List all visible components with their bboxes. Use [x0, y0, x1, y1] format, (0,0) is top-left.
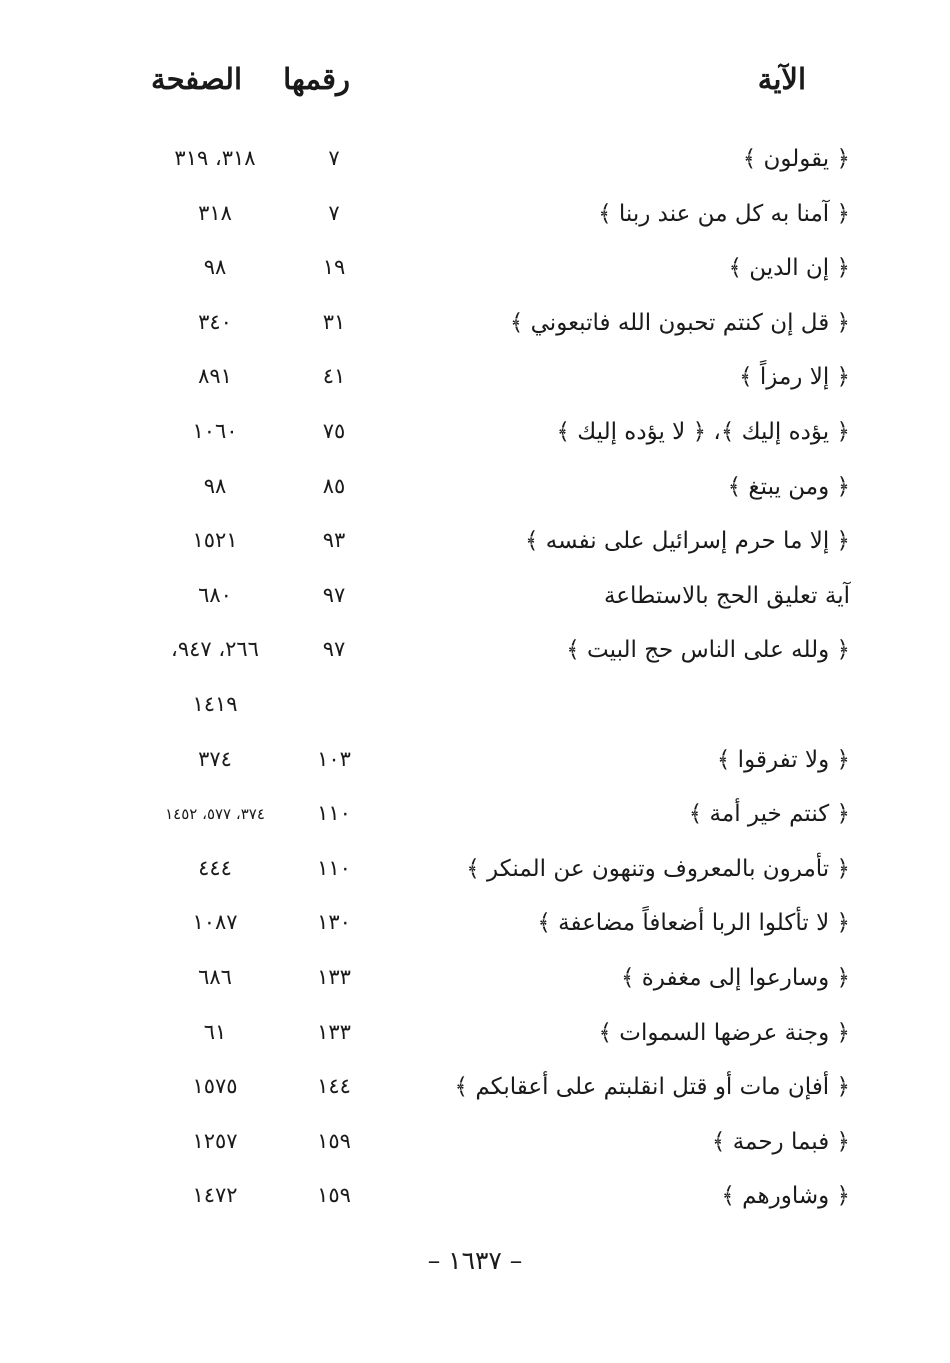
verse-number: ١٣٣ — [317, 965, 351, 989]
verse-text: ﴿ قل إن كنتم تحبون الله فاتبعوني ﴾ — [509, 309, 850, 336]
table-row — [0, 201, 950, 241]
verse-text: ﴿ فبما رحمة ﴾ — [711, 1128, 850, 1155]
table-row — [0, 1129, 950, 1169]
column-header-verse: الآية — [757, 62, 806, 96]
verse-number: ١١٠ — [317, 801, 351, 826]
page-references: ٦٨٠ — [198, 582, 232, 607]
page-references: ١٤١٩ — [192, 692, 238, 716]
page-references: ٤٤٤ — [198, 855, 232, 880]
page-references: ١٢٥٧ — [192, 1128, 238, 1153]
verse-text: ﴿ أفإن مات أو قتل انقلبتم على أعقابكم ﴾ — [454, 1074, 850, 1101]
column-header-page: الصفحة — [151, 62, 242, 96]
table-row — [0, 747, 950, 787]
verse-number: ٨٥ — [322, 473, 346, 498]
page-references: ٩٨ — [203, 255, 227, 280]
verse-text: ﴿ ومن يبتغ ﴾ — [727, 473, 850, 500]
verse-number: ١٣٣ — [317, 1019, 351, 1044]
verse-text: ﴿ وشاورهم ﴾ — [721, 1183, 850, 1210]
verse-number: ٩٧ — [322, 582, 346, 607]
verse-number: ٧٥ — [322, 419, 346, 443]
verse-text: ﴿ آمنا به كل من عند ربنا ﴾ — [598, 200, 850, 227]
verse-number: ٩٣ — [322, 528, 346, 553]
table-row — [0, 1183, 950, 1223]
table-row — [0, 856, 950, 896]
verse-text: ﴿ كنتم خير أمة ﴾ — [688, 801, 850, 828]
verse-text: ﴿ يقولون ﴾ — [742, 146, 850, 172]
table-row — [0, 419, 950, 459]
page-references: ٩٨ — [203, 473, 227, 498]
verse-number: ١٥٩ — [317, 1183, 351, 1208]
table-row — [0, 474, 950, 514]
table-row — [0, 310, 950, 350]
table-row — [0, 528, 950, 568]
verse-text: ﴿ يؤده إليك ﴾، ﴿ لا يؤده إليك ﴾ — [556, 419, 850, 445]
page-references: ١٤٧٢ — [192, 1183, 238, 1208]
page-references: ٣١٨، ٣١٩ — [174, 146, 256, 170]
page-references: ٣١٨ — [198, 200, 232, 225]
verse-number: ٩٧ — [322, 637, 346, 662]
verse-text: ﴿ وسارعوا إلى مغفرة ﴾ — [620, 965, 850, 991]
page-references: ١٠٦٠ — [192, 419, 238, 443]
verse-number: ٣١ — [322, 309, 346, 334]
page-references: ٣٧٤ — [198, 746, 232, 771]
verse-number: ١٣٠ — [317, 910, 351, 935]
page-references: ٨٩١ — [198, 364, 232, 389]
table-row — [0, 146, 950, 186]
table-row — [0, 583, 950, 623]
verse-text: ﴿ ولا تفرقوا ﴾ — [716, 746, 850, 773]
verse-number: ١٩ — [322, 255, 346, 280]
verse-text: ﴿ إلا رمزاً ﴾ — [739, 364, 850, 391]
verse-number: ١٤٤ — [317, 1074, 351, 1099]
table-row — [0, 1074, 950, 1114]
verse-number: ١١٠ — [317, 855, 351, 880]
verse-number: ١٥٩ — [317, 1128, 351, 1153]
page-references: ١٠٨٧ — [192, 910, 238, 935]
verse-number: ٤١ — [322, 364, 346, 389]
verse-number: ٧ — [328, 200, 340, 225]
verse-number: ٧ — [328, 146, 340, 170]
verse-text: ﴿ ولله على الناس حج البيت ﴾ — [566, 637, 850, 664]
table-row — [0, 910, 950, 950]
verse-text: ﴿ وجنة عرضها السموات ﴾ — [598, 1019, 850, 1046]
page-references: ١٥٢١ — [192, 528, 238, 553]
page-references: ٦٨٦ — [198, 965, 232, 989]
column-header-number: رقمها — [283, 62, 350, 96]
verse-text: آية تعليق الحج بالاستطاعة — [603, 582, 850, 609]
table-row — [0, 364, 950, 404]
table-row — [0, 801, 950, 841]
verse-text: ﴿ تأمرون بالمعروف وتنهون عن المنكر ﴾ — [466, 855, 850, 882]
table-row — [0, 255, 950, 295]
page-references: ٣٤٠ — [198, 309, 232, 334]
verse-text: ﴿ لا تأكلوا الربا أضعافاً مضاعفة ﴾ — [537, 910, 850, 937]
verse-text: ﴿ إن الدين ﴾ — [728, 255, 850, 282]
verse-text: ﴿ إلا ما حرم إسرائيل على نفسه ﴾ — [524, 528, 850, 555]
table-row — [0, 1020, 950, 1060]
verse-number: ١٠٣ — [317, 746, 351, 771]
page-number: – ١٦٣٧ – — [427, 1246, 523, 1275]
table-row — [0, 637, 950, 677]
table-row — [0, 692, 950, 732]
page-references: ٦١ — [203, 1019, 227, 1044]
table-row — [0, 965, 950, 1005]
page-references: ٣٧٤، ٥٧٧، ١٤٥٢ — [165, 805, 265, 824]
page-references: ١٥٧٥ — [192, 1074, 238, 1099]
page-references: ٢٦٦، ٩٤٧، — [171, 637, 259, 662]
